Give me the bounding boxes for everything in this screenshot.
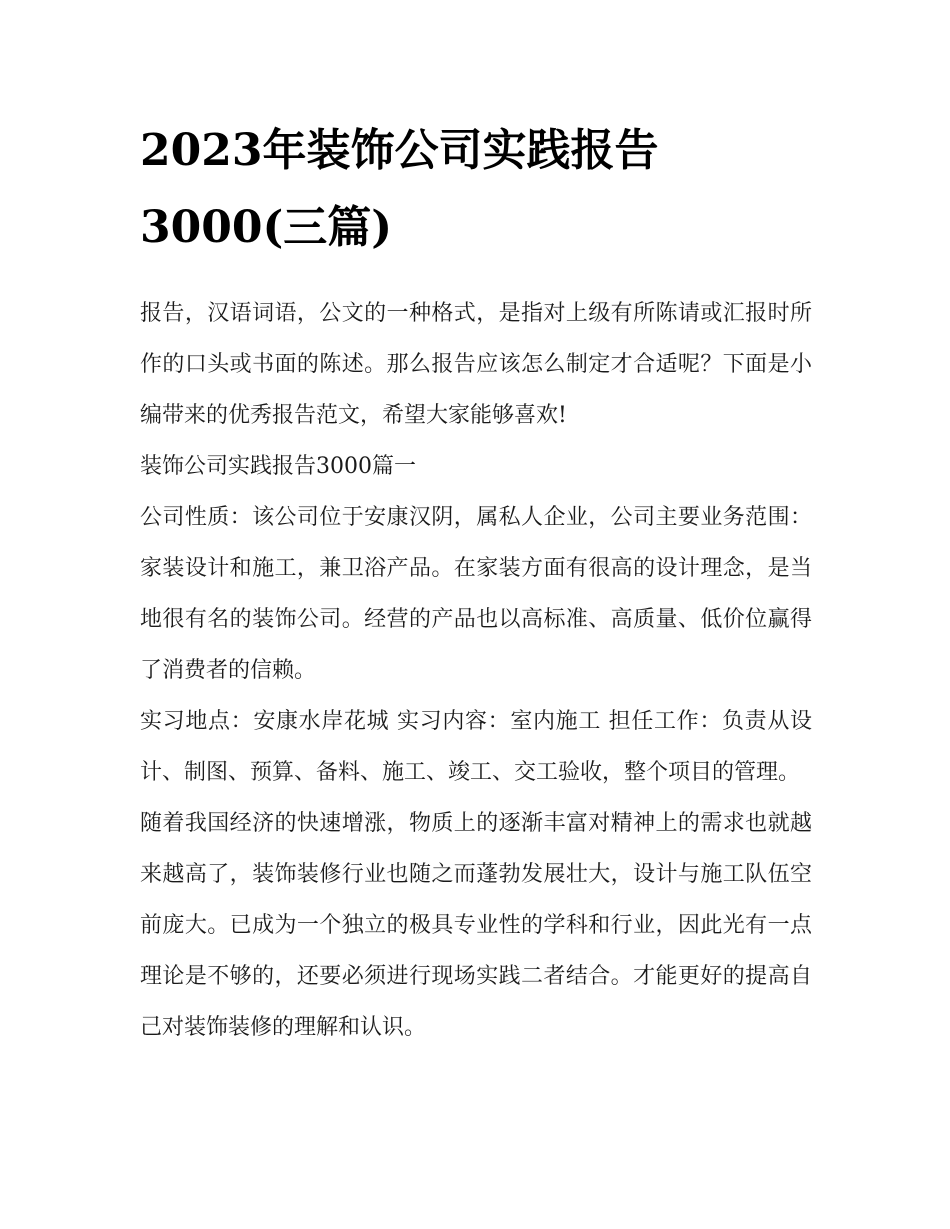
company-nature-paragraph: 公司性质：该公司位于安康汉阴，属私人企业，公司主要业务范围：家装设计和施工，兼卫浴产品。在家装方面有很高的设计理念，是当地很有名的装饰公司。经营的产品也以高标准、高质量、低价位赢得了消费者的信赖。 [140, 505, 812, 683]
intro-paragraph: 报告，汉语词语，公文的一种格式，是指对上级有所陈请或汇报时所作的口头或书面的陈述。那么报告应该怎么制定才合适呢？下面是小编带来的优秀报告范文，希望大家能够喜欢! [140, 301, 812, 428]
section-heading: 装饰公司实践报告3000篇一 [140, 454, 416, 479]
title-line-1: 2023年装饰公司实践报告 [140, 125, 659, 176]
document-title [140, 112, 812, 266]
document-page [140, 112, 812, 1053]
title-line-2: 3000(三篇) [140, 202, 393, 253]
internship-info-paragraph: 实习地点：安康水岸花城 实习内容：室内施工 担任工作：负责从设计、制图、预算、备料、施工、竣工、交工验收，整个项目的管理。 [140, 709, 812, 785]
document-body [140, 288, 812, 1053]
industry-development-paragraph: 随着我国经济的快速增涨，物质上的逐渐丰富对精神上的需求也就越来越高了，装饰装修行业也随之而蓬勃发展壮大，设计与施工队伍空前庞大。已成为一个独立的极具专业性的学科和行业，因此光有一点理论是不够的，还要必须进行现场实践二者结合。才能更好的提高自己对装饰装修的理解和认识。 [140, 811, 812, 1040]
